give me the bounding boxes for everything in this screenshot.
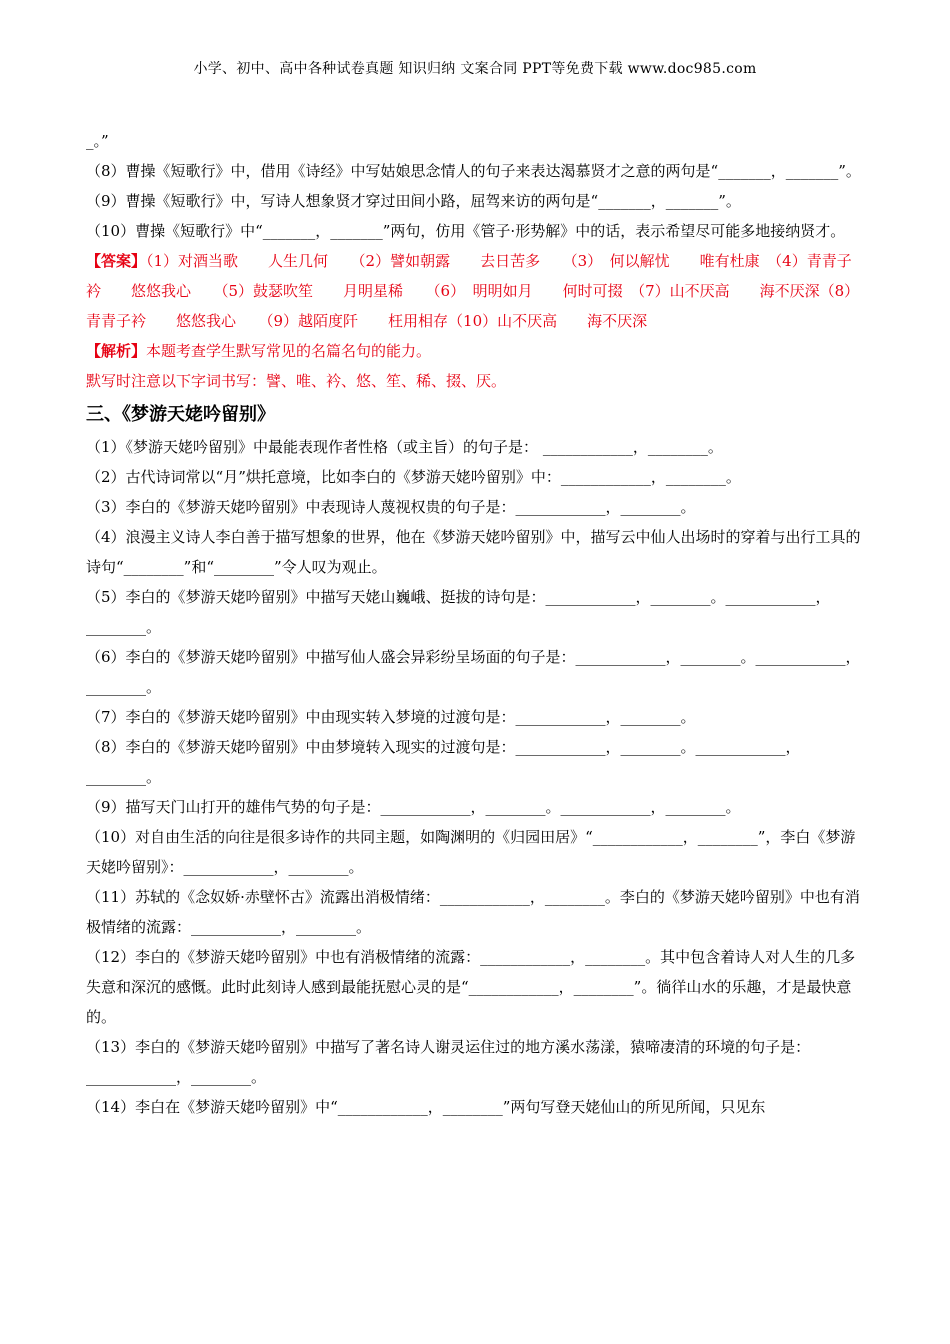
question-item: （1）《梦游天姥吟留别》中最能表现作者性格（或主旨）的句子是： ____________，________。 (86, 438, 723, 456)
question-item: （11）苏轼的《念奴娇·赤壁怀古》流露出消极情绪：____________，________。李白的《梦游天姥吟留别》中也有消极情绪的流露：____________，________。 (86, 888, 860, 936)
answer-text: （1）对酒当歌 人生几何 （2）譬如朝露 去日苦多 （3） 何以解忧 唯有杜康 （4）青青子衿 悠悠我心 （5）鼓瑟吹笙 月明星稀 （6） 明明如月 何时可掇 （7）山不厌高 海不厌深（8）青青子衿 悠悠我心 （9）越陌度阡 枉用相存（10）山不厌高 海不厌深 (86, 252, 860, 330)
section-title: 三、《梦游天姥吟留别》 (86, 404, 275, 425)
question-item: （4）浪漫主义诗人李白善于描写想象的世界，他在《梦游天姥吟留别》中，描写云中仙人出场时的穿着与出行工具的诗句“________”和“________”令人叹为观止。 (86, 528, 861, 576)
question-item: （7）李白的《梦游天姥吟留别》中由现实转入梦境的过渡句是：____________，________。 (86, 708, 696, 726)
question-item: （3）李白的《梦游天姥吟留别》中表现诗人蔑视权贵的句子是：____________，________。 (86, 498, 696, 516)
analysis-note: 默写时注意以下字词书写：譬、唯、衿、悠、笙、稀、掇、厌。 (86, 372, 507, 390)
analysis-tag: 【解析】 (86, 342, 147, 360)
question-item: （14）李白在《梦游天姥吟留别》中“____________，________”两句写登天姥仙山的所见所闻，只见东 (86, 1098, 766, 1116)
question-item: （12）李白的《梦游天姥吟留别》中也有消极情绪的流露：____________，________。其中包含着诗人对人生的几多失意和深沉的感慨。此时此刻诗人感到最能抚慰心灵的是“____________，________”。徜徉山水的乐趣，才是最快意的。 (86, 948, 856, 1026)
document-body (86, 126, 864, 1122)
question-item: （6）李白的《梦游天姥吟留别》中描写仙人盛会异彩纷呈场面的句子是：____________，________。____________，________。 (86, 648, 861, 696)
question-item: （5）李白的《梦游天姥吟留别》中描写天姥山巍峨、挺拔的诗句是：____________，________。____________，________。 (86, 588, 831, 636)
answer-block (86, 246, 864, 336)
page-header: 小学、初中、高中各种试卷真题 知识归纳 文案合同 PPT等免费下载 www.doc985.com (193, 61, 757, 77)
question-item: （13）李白的《梦游天姥吟留别》中描写了著名诗人谢灵运住过的地方溪水荡漾，猿啼凄清的环境的句子是：____________，________。 (86, 1038, 811, 1086)
question-8: （8）曹操《短歌行》中，借用《诗经》中写姑娘思念情人的句子来表达渴慕贤才之意的两句是“_______，_______”。 (86, 162, 861, 180)
question-item: （8）李白的《梦游天姥吟留别》中由梦境转入现实的过渡句是：____________，________。____________，________。 (86, 738, 801, 786)
question-9: （9）曹操《短歌行》中，写诗人想象贤才穿过田间小路，屈驾来访的两句是“_______，_______”。 (86, 192, 741, 210)
question-item: （2）古代诗词常以“月”烘托意境，比如李白的《梦游天姥吟留别》中：____________，________。 (86, 468, 741, 486)
analysis-text: 本题考查学生默写常见的名篇名句的能力。 (146, 342, 432, 360)
question-item: （9）描写天门山打开的雄伟气势的句子是：____________，________。____________，________。 (86, 798, 741, 816)
analysis-block (86, 336, 864, 366)
question-10: （10）曹操《短歌行》中“_______，_______”两句，仿用《管子·形势解》中的话，表示希望尽可能多地接纳贤才。 (86, 222, 846, 240)
fragment-line: _。” (86, 132, 109, 150)
answer-tag: 【答案】 (86, 252, 147, 270)
question-item: （10）对自由生活的向往是很多诗作的共同主题，如陶渊明的《归园田居》“____________，________”，李白《梦游天姥吟留别》：____________，________。 (86, 828, 856, 876)
